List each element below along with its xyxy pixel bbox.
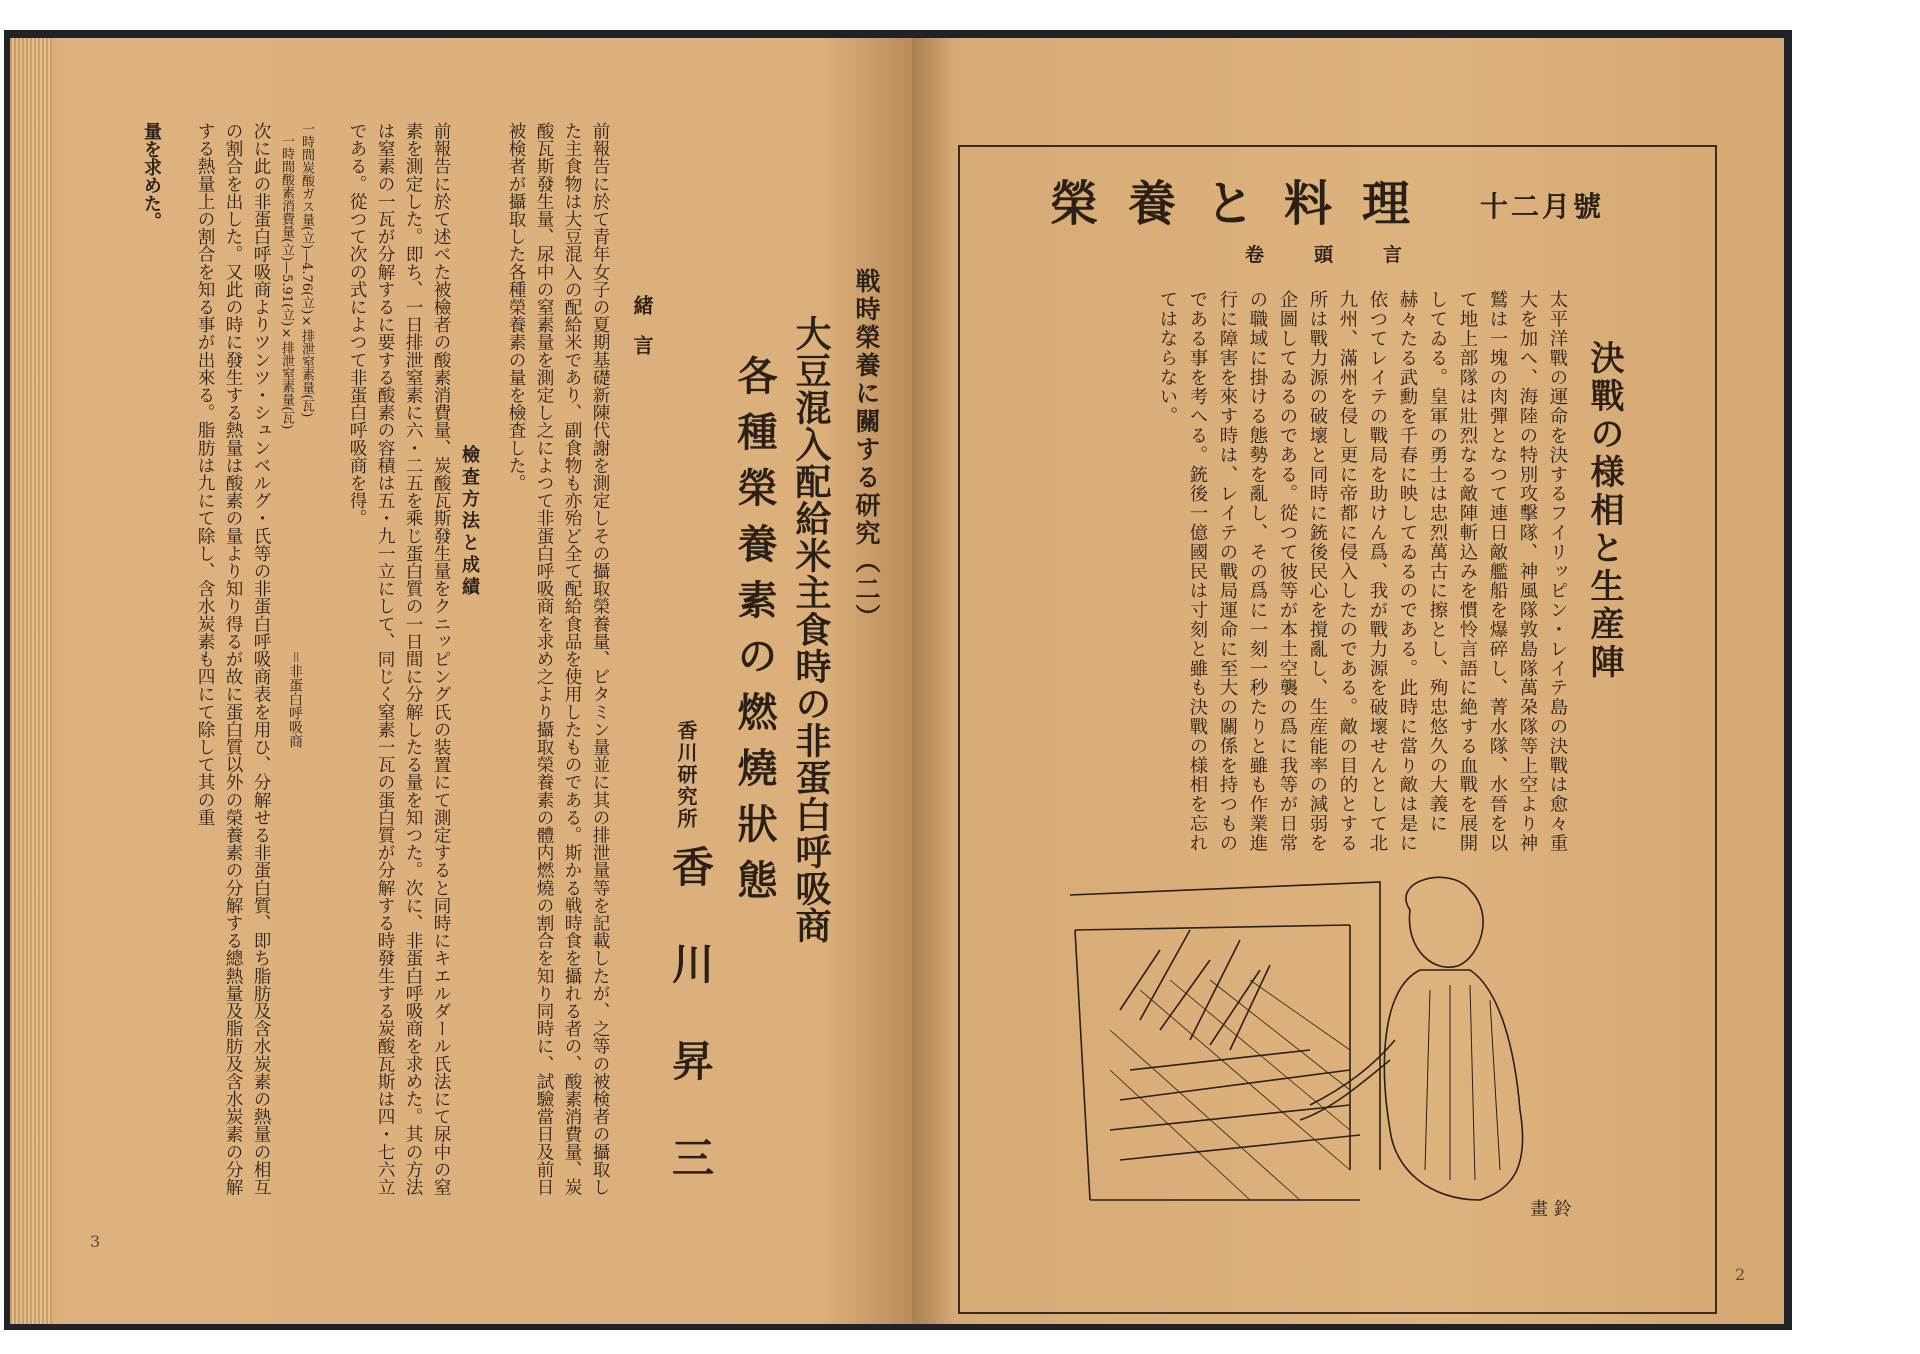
formula-denominator: 一時間酸素消費量(立)—5.91(立)×排泄窒素量(瓦) xyxy=(279,134,294,430)
net-lines xyxy=(1110,980,1350,1200)
section-heading-method: 檢査方法と成績 xyxy=(459,445,480,599)
figure-body xyxy=(1384,970,1522,1200)
column-label: 卷頭言 xyxy=(1245,244,1453,266)
intro-paragraph: 前報告に於て青年女子の夏期基礎新陳代謝を測定しその攝取榮養量、ビタミン量並に其の排泄量等を記載したが、之等の被検者の攝取した主食物は大豆混入の配給米であり、副食物も亦殆ど全て配給食品を使用したものである。斯かる戦時食を攝れる者の、酸素消費量、炭酸瓦斯發生量、尿中の窒素量を測定し之によつて非蛋白呼吸商を求め之より攝取榮養素の體内燃燒の割合を知り同時に、試驗當日及前日被検者が攝取した各種榮養素の量を檢査した。 xyxy=(506,122,610,1196)
page-number-left: 3 xyxy=(90,1232,101,1251)
editorial-headline: 決戰の様相と生産陣 xyxy=(1584,340,1624,682)
page-number-right: 2 xyxy=(1735,1265,1746,1284)
figure-stripes xyxy=(1425,985,1500,1180)
final-paragraph: 次に此の非蛋白呼吸商よりツンツ・シュンベルグ・氏等の非蛋白呼吸商表を用ひ、分解せる非蛋白質、即ち脂肪及含水炭素の熱量の相互の割合を出した。又此の時に發生する熱量は酸素の量より知り得るが故に蛋白質以外の榮養素の分解する總熱量及脂肪及含水炭素の分解する熱量上の割合を知る事が出來る。脂肪は九にて除し、含水炭素も四にて除して其の重 xyxy=(195,122,271,1196)
grass-strokes xyxy=(1110,930,1360,1160)
illustration xyxy=(1050,870,1610,1230)
author-name: 香川昇三 xyxy=(666,845,715,1233)
series-label: 戦時榮養に關する研究（二） xyxy=(852,268,881,632)
issue-label: 十二月號 xyxy=(1480,190,1605,223)
article-title-line2: 各種榮養素の燃燒狀態 xyxy=(731,355,778,915)
formula-result: ＝非蛋白呼吸商 xyxy=(287,650,303,748)
formula-numerator: 一時間炭酸ガス量(立)—4.76(立)×排泄窒素量(瓦) xyxy=(299,122,314,418)
section-heading-intro: 緒言 xyxy=(630,295,654,375)
article-title-line1: 大豆混入配給米主食時の非蛋白呼吸商 xyxy=(790,315,832,944)
illustration-signature: 畫 鈴 xyxy=(1530,1199,1572,1220)
page-edges xyxy=(10,38,52,1324)
method-paragraph: 前報告に於て述べた被檢者の酸素消費量、炭酸瓦斯發生量をクニッピング氏の装置にて測定すると同時にキエルダール氏法にて尿中の窒素を測定した。即ち、一日排泄窒素に六・二五を乘じ蛋白質の一日間に分解したる量を知つた。次に、非蛋白呼吸商を求めた。其の方法は窒素の一瓦が分解するに要する酸素の容積は五・九一立にして、同じく窒素一瓦の蛋白質が分解する時發生する炭酸瓦斯は四・七六立である。從つて次の式によつて非蛋白呼吸商を得。 xyxy=(347,122,451,1196)
figure-head xyxy=(1406,877,1483,967)
author-affiliation: 香川研究所 xyxy=(674,720,698,830)
editorial-body: 太平洋戰の運命を決するフイリッピン・レイテ島の決戰は愈々重大を加へ、海陸の特別攻擊隊、神風隊敦島隊萬朶隊等上空より神鷲は一塊の肉彈となつて連日敵艦船を爆碎し、菁水隊、水晉を以て地上部隊は壯烈なる敵陣斬込みを慣怜言語に絶する血戰を展開してゐる。皇軍の勇士は忠烈萬古に擦とし、殉忠悠久の大義に赫々たる武勳を千春に映してゐるのである。此時に當り敵は是に依つてレイテの戰局を助けん爲、我が戰力源を破壞せんとして北九州、滿州を侵し更に帝都に侵入したのである。敵の目的とする所は戰力源の破壞と同時に銃後民心を撹亂し、生産能率の減弱を企圖してゐるのである。從つて彼等が本土空襲の爲に我等が日常の職域に掛ける態勢を亂し、その爲に一刻一秒たりと雖も作業進行に障害を來す時は、レイテの戰局運命に至大の關係を持つものである事を考へる。銃後一億國民は寸刻と雖も決戰の様相を忘れてはならない。 xyxy=(1157,290,1568,853)
window-frame xyxy=(1075,925,1360,1200)
magazine-title: 榮養と料理 xyxy=(1050,176,1441,232)
final-paragraph-end: 量を求めた。 xyxy=(141,122,162,230)
